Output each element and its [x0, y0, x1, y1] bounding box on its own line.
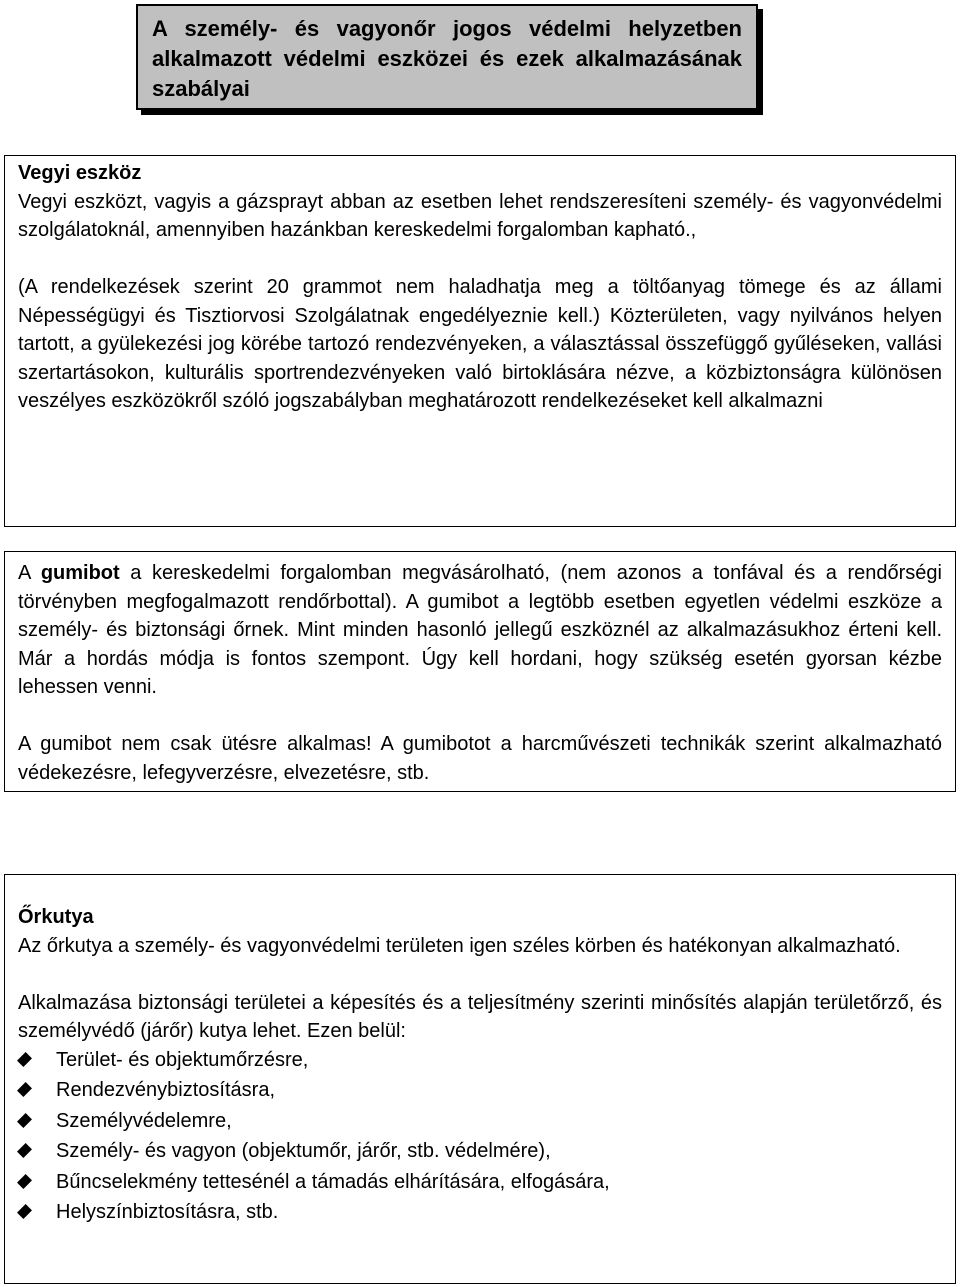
paragraph-orkutya-1: Az őrkutya a személy- és vagyonvédelmi területen igen széles körben és hatékonyan alkalmazható. — [18, 934, 901, 957]
diamond-bullet-icon — [17, 1174, 32, 1189]
paragraph-orkutya-2: Alkalmazása biztonsági területei a képesítés és a teljesítmény szerinti minősítés alapján területőrző, és személyvédő (járőr) kutya lehet. Ezen belül: — [18, 991, 942, 1042]
document-title — [136, 4, 758, 110]
document-title-text: A személy- és vagyonőr jogos védelmi helyzetben alkalmazott védelmi eszközei és ezek alkalmazásának szabályai — [152, 16, 742, 101]
paragraph-vegyi-2: (A rendelkezések szerint 20 grammot nem haladhatja meg a töltőanyag tömege és az állami Népességügyi és Tisztiorvosi Szolgálatnak engedélyeznie kell.) Közterületen, vagy nyilvános helyen tartott, a gyülekezési jog körébe tartozó rendezvényeken, a választással összefüggő gyűléseken, vallási szertartásokon, kulturális sportrendezvényeken való birtoklására nézve, a közbiztonságra különösen veszélyes eszközökről szóló jogszabályban meghatározott rendelkezéseket kell alkalmazni — [18, 276, 942, 412]
gumibot-bold-term: gumibot — [40, 562, 120, 584]
list-item-text: Személyvédelemre, — [56, 1109, 232, 1132]
section-heading-orkutya: Őrkutya — [18, 906, 94, 928]
list-item-text: Terület- és objektumőrzésre, — [56, 1048, 309, 1071]
diamond-bullet-icon — [17, 1082, 32, 1097]
list-item — [18, 1107, 942, 1138]
bullet-list — [18, 1046, 942, 1229]
section-heading-vegyi: Vegyi eszköz — [18, 162, 142, 184]
diamond-bullet-icon — [17, 1143, 32, 1158]
section-vegyi-eszkoz — [4, 155, 956, 527]
list-item-text: Bűncselekmény tettesénél a támadás elhárítására, elfogására, — [56, 1170, 610, 1193]
list-item — [18, 1076, 942, 1107]
diamond-bullet-icon — [17, 1204, 32, 1219]
list-item-text: Helyszínbiztosításra, stb. — [56, 1201, 279, 1223]
paragraph-gumibot-1-post: a kereskedelmi forgalomban megvásárolható, (nem azonos a tonfával és a rendőrségi törvényben megfogalmazott rendőrbottal). A gumibot a legtöbb esetben egyetlen védelmi eszköze a személy- és biztonsági őrnek. Mint minden hasonló jellegű eszköznél az alkalmazásukhoz érteni kell. Már a hordás módja is fontos szempont. Úgy kell hordani, hogy szükség esetén gyorsan kézbe lehessen venni. — [18, 562, 942, 698]
paragraph-gumibot-2: A gumibot nem csak ütésre alkalmas! A gumibotot a harcművészeti technikák szerint alkalmazható védekezésre, lefegyverzésre, elvezetésre, stb. — [18, 733, 942, 784]
section-gumibot — [4, 551, 956, 792]
paragraph-gumibot-1 — [18, 559, 942, 702]
list-item-text: Rendezvénybiztosításra, — [56, 1079, 276, 1101]
paragraph-gumibot-1-pre: A — [18, 562, 41, 584]
list-item — [18, 1198, 942, 1229]
list-item-text: Személy- és vagyon (objektumőr, járőr, stb. védelmére), — [56, 1140, 551, 1162]
diamond-bullet-icon — [17, 1052, 32, 1067]
diamond-bullet-icon — [17, 1113, 32, 1128]
list-item — [18, 1137, 942, 1168]
paragraph-vegyi-1: Vegyi eszközt, vagyis a gázsprayt abban az esetben lehet rendszeresíteni személy- és vagyonvédelmi szolgálatoknál, amennyiben hazánkban kereskedelmi forgalomban kapható., — [18, 190, 942, 241]
list-item — [18, 1046, 942, 1077]
list-item — [18, 1168, 942, 1199]
section-orkutya — [4, 874, 956, 1284]
